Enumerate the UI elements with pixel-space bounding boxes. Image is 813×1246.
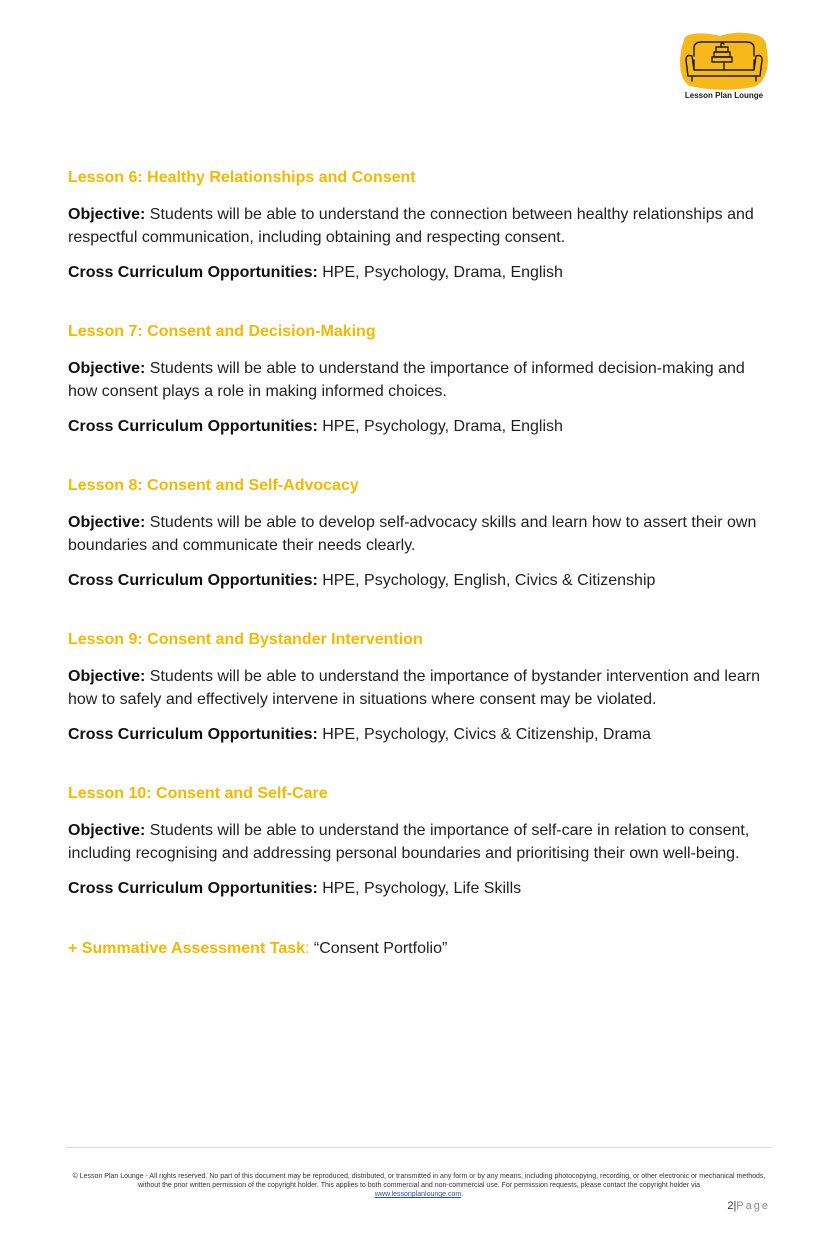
page-separator: | [733,1200,737,1212]
lesson-cross-curriculum [68,723,774,746]
lesson-objective [68,665,774,711]
page-number [700,1200,770,1212]
lesson-10 [68,784,774,900]
objective-text: Students will be able to develop self-advocacy skills and learn how to assert their own boundaries and communicate their needs clearly. [68,514,757,554]
objective-text: Students will be able to understand the importance of informed decision-making and how consent plays a role in making informed choices. [68,360,745,400]
objective-text: Students will be able to understand the importance of bystander intervention and learn how to safely and effectively intervene in situations where consent may be violated. [68,668,760,708]
footer-copyright [72,1172,766,1199]
logo [672,30,776,106]
footer-divider [66,1147,772,1148]
cross-label: Cross Curriculum Opportunities: [68,880,318,897]
objective-text: Students will be able to understand the connection between healthy relationships and respectful communication, including obtaining and respecting consent. [68,206,754,246]
link-suffix: . [461,1191,464,1198]
lesson-cross-curriculum [68,569,774,592]
lesson-title: Lesson 7: Consent and Decision-Making [68,323,376,340]
objective-label: Objective: [68,360,146,377]
cross-text: HPE, Psychology, Civics & Citizenship, Drama [317,726,651,743]
lesson-list [68,168,774,960]
objective-label: Objective: [68,514,146,531]
summative-colon: : [305,940,310,957]
summative-assessment [68,938,774,960]
lesson-8 [68,476,774,592]
lesson-6 [68,168,774,284]
sofa-with-books-icon [676,30,772,90]
summative-label: + Summative Assessment Task [68,940,306,957]
cross-text: HPE, Psychology, Life Skills [317,880,522,897]
cross-label: Cross Curriculum Opportunities: [68,572,318,589]
lesson-objective [68,511,774,557]
cross-text: HPE, Psychology, Drama, English [317,418,563,435]
objective-label: Objective: [68,822,146,839]
cross-label: Cross Curriculum Opportunities: [68,726,318,743]
cross-text: HPE, Psychology, Drama, English [317,264,563,281]
lesson-objective [68,203,774,249]
lesson-title: Lesson 6: Healthy Relationships and Consent [68,169,416,186]
cross-label: Cross Curriculum Opportunities: [68,264,318,281]
lesson-9 [68,630,774,746]
objective-label: Objective: [68,668,146,685]
lesson-objective [68,357,774,403]
objective-label: Objective: [68,206,146,223]
cross-label: Cross Curriculum Opportunities: [68,418,318,435]
logo-text: Lesson Plan Lounge [684,91,764,100]
copyright-text: © Lesson Plan Lounge - All rights reserved. No part of this document may be reproduced, distributed, or transmitted in any form or by any means, including photocopying, recording, or other electronic or mechanical methods, without the prior written permission of the copyright holder. This applies to both commercial and non-commercial use. For permission requests, please contact the copyright holder via [72,1173,766,1189]
page-label: Page [736,1200,770,1212]
lesson-7 [68,322,774,438]
lesson-cross-curriculum [68,877,774,900]
summative-value: “Consent Portfolio” [309,940,448,957]
lesson-cross-curriculum [68,415,774,438]
page-number-value: 2 [727,1200,734,1212]
website-link[interactable]: www.lessonplanlounge.com [374,1191,462,1198]
objective-text: Students will be able to understand the importance of self-care in relation to consent, including recognising and addressing personal boundaries and prioritising their own well-being. [68,822,750,862]
lesson-title: Lesson 9: Consent and Bystander Intervention [68,631,423,648]
cross-text: HPE, Psychology, English, Civics & Citizenship [317,572,656,589]
lesson-objective [68,819,774,865]
lesson-title: Lesson 10: Consent and Self-Care [68,785,328,802]
lesson-cross-curriculum [68,261,774,284]
lesson-title: Lesson 8: Consent and Self-Advocacy [68,477,359,494]
